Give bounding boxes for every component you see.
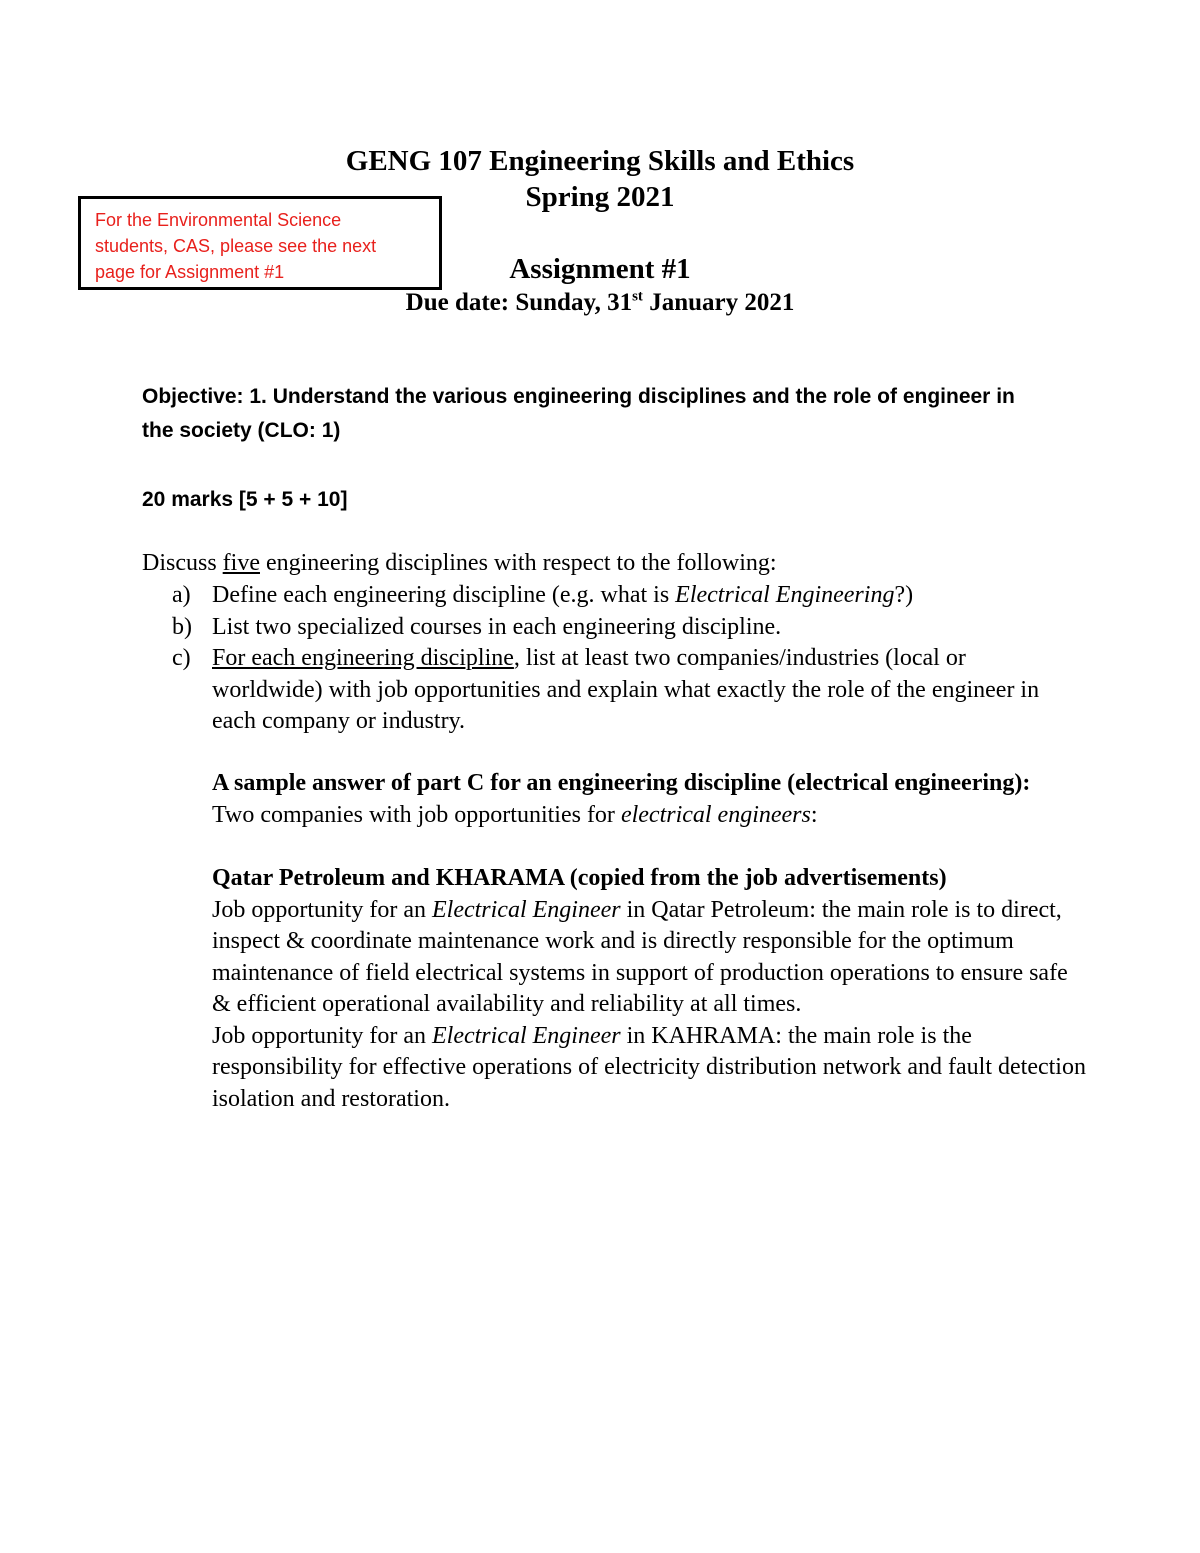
list-item — [172, 643, 1072, 738]
sample-companies — [212, 800, 1092, 832]
assignment-title: Assignment #1 — [509, 253, 691, 285]
intro-text: Discuss — [142, 550, 223, 576]
list-marker: c) — [172, 645, 191, 671]
semester: Spring 2021 — [525, 181, 675, 213]
sample-italic: electrical engineers — [620, 801, 811, 828]
sample-heading: A sample answer of part C for an engineering discipline (electrical engineering): — [212, 770, 1031, 796]
sample-kahrama-role — [212, 1021, 1092, 1116]
list-item — [172, 612, 1072, 644]
due-date-rest: January 2021 — [642, 289, 795, 316]
intro-emphasis: five — [222, 550, 260, 576]
item-text: , list at least two companies/industries (local or worldwide) with job opportunities and explain what exactly the role of the engineer in each company or industry. — [212, 645, 1040, 734]
sample-subheading: Qatar Petroleum and KHARAMA (copied from the job advertisements) — [212, 865, 947, 891]
due-date-prefix: Due date: Sunday, 31 — [405, 289, 633, 316]
sample-qp-role — [212, 895, 1092, 1021]
sample-answer — [212, 768, 1092, 1115]
list-marker: a) — [172, 582, 191, 608]
sample-italic: Electrical Engineer — [431, 896, 621, 923]
intro-text: engineering disciplines with respect to the following: — [259, 550, 777, 576]
sample-text: : — [810, 801, 818, 828]
task-intro — [142, 548, 1102, 580]
list-marker: b) — [172, 613, 192, 640]
list-item-text: List two specialized courses in each engineering discipline. — [212, 613, 782, 640]
list-item-text — [212, 643, 1072, 738]
list-item — [172, 580, 1072, 612]
sample-text: in KAHRAMA: the main role is the responsibility for effective operations of electricity distribution network and fault detection isolation and restoration. — [212, 1022, 1086, 1112]
environmental-science-notice — [78, 196, 442, 290]
sample-text: Job opportunity for an — [212, 1022, 432, 1049]
objective: Objective: 1. Understand the various engineering disciplines and the role of engineer in the society (CLO: 1) — [142, 385, 1015, 442]
due-date-ordinal: st — [632, 288, 643, 305]
sample-italic: Electrical Engineer — [431, 1022, 621, 1049]
sample-text: Two companies with job opportunities for — [212, 801, 621, 828]
sample-text: in Qatar Petroleum: the main role is to direct, inspect & coordinate maintenance work and is directly responsible for the optimum maintenance of field electrical systems in support of production operations to ensure safe & efficient operational availability and reliability at all times. — [212, 896, 1068, 1017]
notice-line: For the Environmental Science — [95, 210, 342, 230]
notice-line: page for Assignment #1 — [95, 262, 285, 282]
sample-text: Job opportunity for an — [212, 896, 432, 923]
item-text: ?) — [894, 582, 914, 608]
spacer — [212, 831, 1092, 863]
list-item-text — [212, 580, 1072, 612]
course-title: GENG 107 Engineering Skills and Ethics — [345, 145, 855, 177]
due-date — [0, 287, 1200, 319]
notice-line: students, CAS, please see the next — [95, 236, 377, 256]
item-underlined: For each engineering discipline — [212, 645, 514, 671]
item-italic: Electrical Engineering — [675, 582, 895, 608]
marks: 20 marks [5 + 5 + 10] — [142, 488, 348, 511]
item-text: Define each engineering discipline (e.g. what is — [212, 582, 676, 608]
task-list — [172, 580, 1072, 738]
